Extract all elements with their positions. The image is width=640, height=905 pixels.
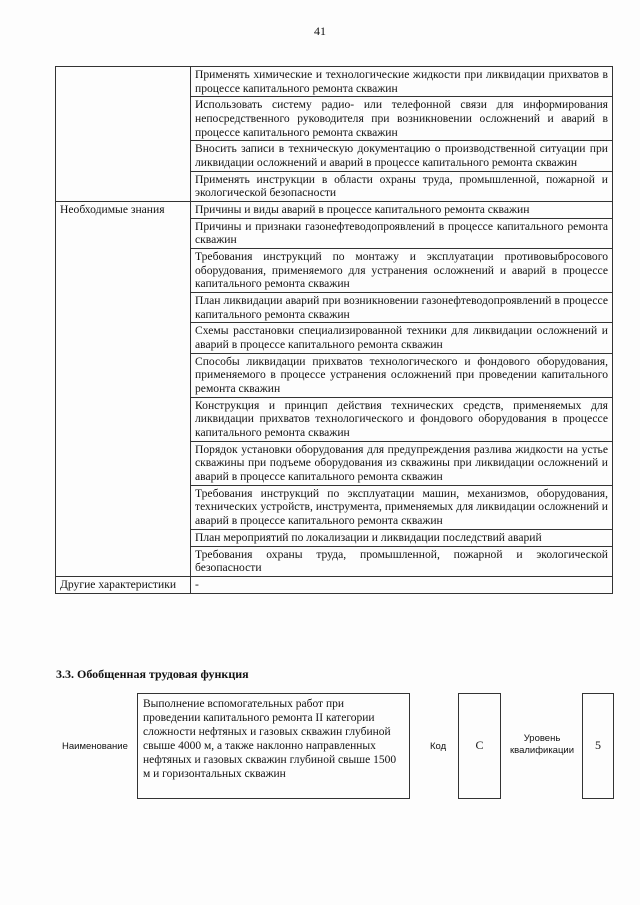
qualification-level-label: Уровень квалификации xyxy=(509,733,575,756)
table-row xyxy=(56,576,613,593)
requirements-table xyxy=(55,66,613,594)
skill-item: Применять инструкции в области охраны труда, промышленной, пожарной и экологической безопасности xyxy=(191,171,613,201)
other-characteristics-value: - xyxy=(191,576,613,593)
knowledge-item: Способы ликвидации прихватов технологического и фондового оборудования, применяемого в процессе устранения осложнений при проведении капитального ремонта скважин xyxy=(191,353,613,397)
skills-label-cell xyxy=(56,67,191,202)
knowledge-item: Причины и признаки газонефтеводопроявлений в процессе капитального ремонта скважин xyxy=(191,218,613,248)
table-row xyxy=(56,202,613,219)
table-row xyxy=(56,67,613,97)
other-characteristics-label: Другие характеристики xyxy=(56,576,191,593)
knowledge-item: Требования инструкций по эксплуатации машин, механизмов, оборудования, технических устройств, инструмента, применяемых для ликвидации осложнений и аварий в процессе капитального ремонта скважин xyxy=(191,485,613,529)
knowledge-item: Порядок установки оборудования для предупреждения разлива жидкости на устье скважины при подъеме оборудования из скважины при ликвидации осложнений и аварий в процессе капитального ремонта скважин xyxy=(191,441,613,485)
skill-item: Вносить записи в техническую документацию о производственной ситуации при ликвидации осложнений и аварий в процессе капитального ремонта скважин xyxy=(191,141,613,171)
skill-item: Использовать систему радио- или телефонной связи для информирования непосредственного руководителя при возникновении осложнений и аварий в процессе капитального ремонта скважин xyxy=(191,97,613,141)
function-code-value: С xyxy=(458,693,501,799)
function-name-label: Наименование xyxy=(62,741,128,752)
knowledge-item: Конструкция и принцип действия технических средств, применяемых для ликвидации прихватов технологического и фондового оборудования в процессе капитального ремонта скважин xyxy=(191,397,613,441)
function-code-label: Код xyxy=(430,741,447,752)
section-title: 3.3. Обобщенная трудовая функция xyxy=(56,667,249,681)
knowledge-item: План мероприятий по локализации и ликвидации последствий аварий xyxy=(191,529,613,546)
knowledge-item: Причины и виды аварий в процессе капитального ремонта скважин xyxy=(191,202,613,219)
knowledge-item: Требования охраны труда, промышленной, пожарной и экологической безопасности xyxy=(191,546,613,576)
function-name-value: Выполнение вспомогательных работ при проведении капитального ремонта II категории сложности нефтяных и газовых скважин глубиной свыше 4000 м, а также наклонно направленных нефтяных и газовых скважин глубиной свыше 1500 м и горизонтальных скважин xyxy=(137,693,410,799)
knowledge-item: Схемы расстановки специализированной техники для ликвидации осложнений и аварий в процессе капитального ремонта скважин xyxy=(191,323,613,353)
qualification-level-value: 5 xyxy=(582,693,614,799)
skill-item: Применять химические и технологические жидкости при ликвидации прихватов в процессе капитального ремонта скважин xyxy=(191,67,613,97)
knowledge-item: План ликвидации аварий при возникновении газонефтеводопроявлений в процессе капитального ремонта скважин xyxy=(191,293,613,323)
knowledge-label: Необходимые знания xyxy=(56,202,191,577)
knowledge-item: Требования инструкций по монтажу и эксплуатации противовыбросового оборудования, применяемого для устранения осложнений и аварий в процессе капитального ремонта скважин xyxy=(191,249,613,293)
page-number: 41 xyxy=(314,24,326,38)
